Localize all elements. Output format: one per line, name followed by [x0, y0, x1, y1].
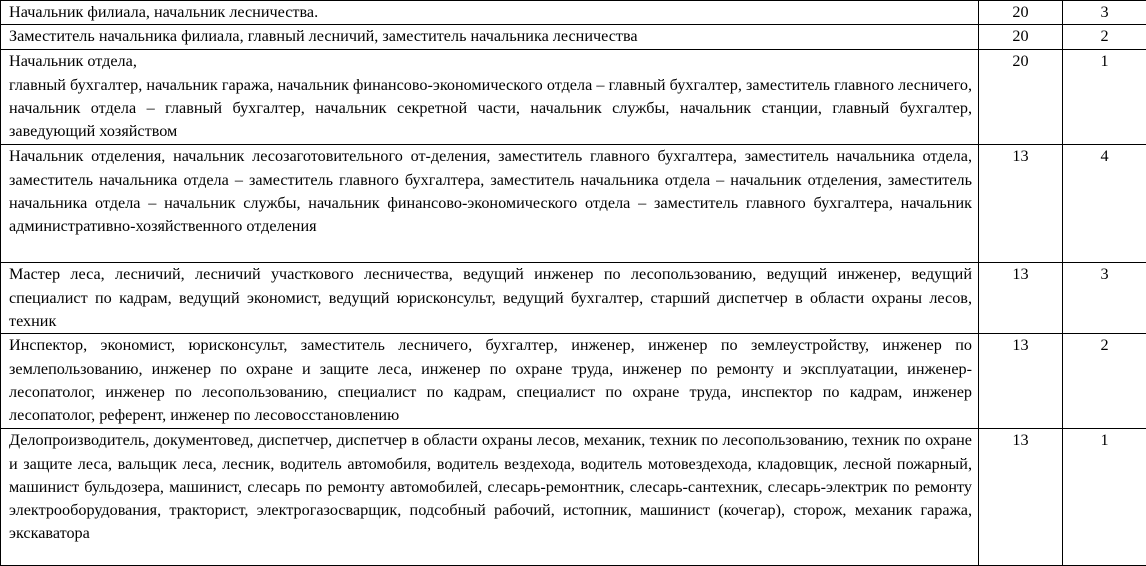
value-col-b: 1 [1063, 50, 1146, 145]
value-col-b: 2 [1063, 25, 1146, 50]
position-description: Заместитель начальника филиала, главный лесничий, заместитель начальника лесничества [1, 25, 979, 50]
table-row [1, 25, 1146, 50]
table-row [1, 334, 1146, 429]
position-description: Делопроизводитель, документовед, диспетчер, диспетчер в области охраны лесов, механик, техник по лесопользованию, техник по охране и защите леса, вальщик леса, лесник, водитель автомобиля, водитель вездехода, водитель мотовездехода, кладовщик, лесной пожарный, машинист бульдозера, машинист, слесарь по ремонту автомобилей, слесарь-ремонтник, слесарь-сантехник, слесарь-электрик по ремонту электрооборудования, тракторист, электрогазосварщик, подсобный рабочий, истопник, машинист (кочегар), сторож, механик гаража, экскаватора [1, 429, 979, 566]
value-col-b: 4 [1063, 145, 1146, 263]
value-col-a: 20 [979, 50, 1063, 145]
value-col-b: 3 [1063, 1, 1146, 25]
value-col-a: 13 [979, 263, 1063, 334]
value-col-a: 20 [979, 25, 1063, 50]
position-description: Начальник филиала, начальник лесничества. [1, 1, 979, 25]
table-row [1, 50, 1146, 145]
position-description: главный бухгалтер, начальник гаража, начальник финансово-экономического отдела – главный бухгалтер, заместитель главного лесничего, начальник отдела – главный бухгалтер, начальник секретной части, начальник службы, начальник станции, главный бухгалтер, заведующий хозяйством [9, 76, 972, 141]
value-col-a: 13 [979, 429, 1063, 566]
position-description: Инспектор, экономист, юрисконсульт, заместитель лесничего, бухгалтер, инженер, инженер по землеустройству, инженер по землепользованию, инженер по охране и защите леса, инженер по охране труда, инженер по ремонту и эксплуатации, инженер-лесопатолог, инженер по лесопользованию, специалист по кадрам, специалист по охране труда, инспектор по кадрам, инженер лесопатолог, референт, инженер по лесовосстановлению [1, 334, 979, 429]
value-col-a: 20 [979, 1, 1063, 25]
position-description-first-line: Начальник отдела, [9, 50, 972, 73]
value-col-a: 13 [979, 334, 1063, 429]
position-description: Начальник отделения, начальник лесозаготовительного от-деления, заместитель главного бухгалтера, заместитель начальника отдела, заместитель начальника отдела – заместитель главного бухгалтера, заместитель начальника отдела – начальник отделения, заместитель начальника отдела – начальник службы, начальник финансово-экономического отдела – заместитель главного бухгалтера, начальник административно-хозяйственного отделения [1, 145, 979, 263]
value-col-b: 3 [1063, 263, 1146, 334]
table-row [1, 1, 1146, 25]
table-row [1, 429, 1146, 566]
position-description-cell [1, 50, 979, 145]
value-col-b: 2 [1063, 334, 1146, 429]
table-row [1, 263, 1146, 334]
value-col-a: 13 [979, 145, 1063, 263]
table-row [1, 145, 1146, 263]
position-description: Мастер леса, лесничий, лесничий участкового лесничества, ведущий инженер по лесопользованию, ведущий инженер, ведущий специалист по кадрам, ведущий экономист, ведущий юрисконсульт, ведущий бухгалтер, старший диспетчер в области охраны лесов, техник [1, 263, 979, 334]
value-col-b: 1 [1063, 429, 1146, 566]
